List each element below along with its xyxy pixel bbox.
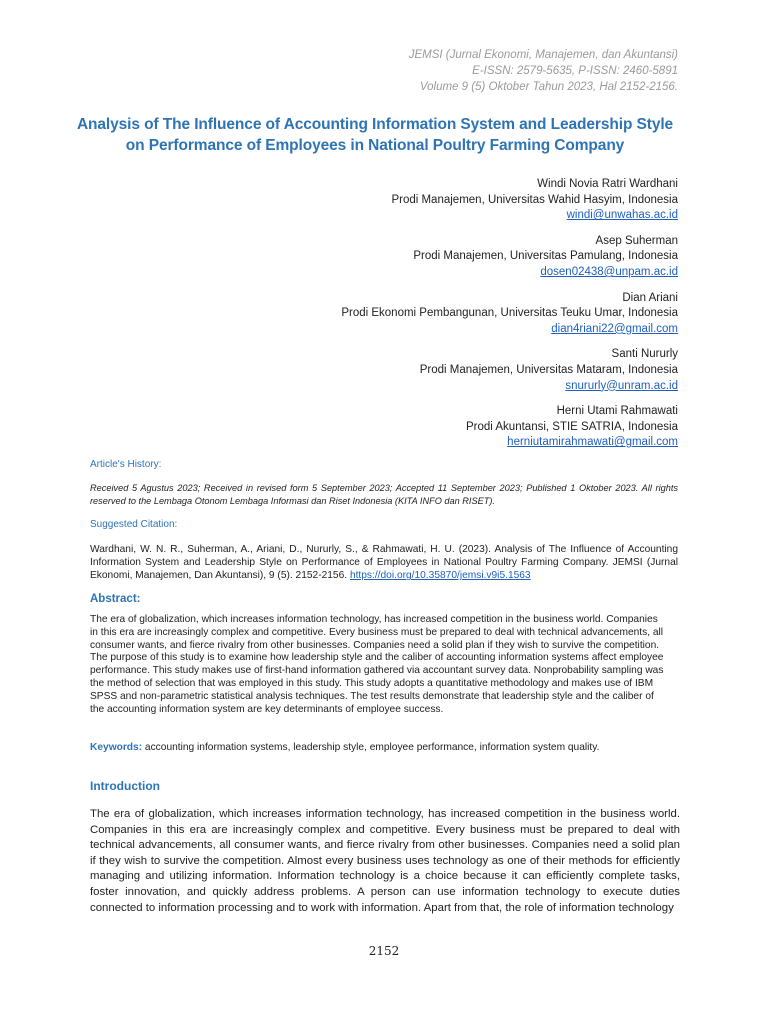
history-label: Article's History:	[90, 459, 162, 470]
citation-text	[90, 543, 678, 583]
journal-issn: E-ISSN: 2579-5635, P-ISSN: 2460-5891	[472, 65, 678, 77]
journal-header	[409, 47, 678, 95]
author-email-link[interactable]: snururly@unram.ac.id	[565, 379, 678, 392]
doi-link[interactable]: https://doi.org/10.35870/jemsi.v9i5.1563	[349, 570, 531, 582]
abstract-line: the accounting information system are key determinants of employee success.	[90, 703, 444, 715]
author-affiliation: Prodi Manajemen, Universitas Wahid Hasyim, Indonesia	[391, 193, 678, 206]
author-block	[178, 404, 678, 451]
abstract-line: the method of selection that was employed in this study. This study adopts a quantitative methodology and makes use of IBM	[90, 677, 654, 689]
author-email-link[interactable]: herniutamirahmawati@gmail.com	[507, 436, 678, 449]
keywords-label: Keywords:	[90, 742, 143, 753]
title-line-2: on Performance of Employees in National Poultry Farming Company	[125, 137, 625, 154]
author-affiliation: Prodi Ekonomi Pembangunan, Universitas Teuku Umar, Indonesia	[341, 307, 678, 320]
journal-name: JEMSI (Jurnal Ekonomi, Manajemen, dan Akuntansi)	[408, 49, 678, 61]
keywords	[90, 741, 680, 754]
abstract-line: consumer wants, and fierce rivalry from other businesses. Companies need a solid plan if they wish to survive the competition.	[90, 639, 660, 651]
author-name: Herni Utami Rahmawati	[556, 405, 678, 418]
title-line-1: Analysis of The Influence of Accounting Information System and Leadership Style	[76, 116, 674, 133]
journal-volume: Volume 9 (5) Oktober Tahun 2023, Hal 2152-2156.	[419, 81, 678, 93]
abstract-line: in this era are increasingly complex and competitive. Every business must be prepared to deal with technical advancements, all	[90, 626, 664, 638]
abstract-line: SPSS and non-parametric statistical analysis techniques. The test results demonstrate that leadership style and the caliber of	[90, 690, 654, 702]
author-name: Santi Nururly	[611, 348, 678, 361]
keywords-text: accounting information systems, leadership style, employee performance, information system quality.	[142, 742, 600, 753]
author-affiliation: Prodi Akuntansi, STIE SATRIA, Indonesia	[465, 420, 678, 433]
abstract-line: The purpose of this study is to examine how leadership style and the caliber of accounting information systems affect employee	[90, 652, 664, 664]
abstract-line: The era of globalization, which increases information technology, has increased competition in the business world. Companies	[90, 614, 658, 625]
abstract-heading: Abstract:	[90, 593, 141, 605]
author-list	[178, 177, 678, 461]
author-affiliation: Prodi Manajemen, Universitas Mataram, Indonesia	[419, 363, 678, 376]
citation-body: Wardhani, W. N. R., Suherman, A., Ariani, D., Nururly, S., & Rahmawati, H. U. (2023). Analysis of The Influence of Accounting Information System and Leadership Style on Performance of Employees in National Poultry Farming Company. JEMSI (Jurnal Ekonomi, Manajemen, Dan Akuntansi), 9 (5). 2152-2156.	[90, 544, 678, 582]
author-name: Dian Ariani	[622, 291, 678, 304]
abstract-body	[90, 614, 680, 716]
page-number: 2152	[368, 944, 400, 958]
author-name: Asep Suherman	[595, 234, 678, 247]
author-name: Windi Novia Ratri Wardhani	[537, 178, 678, 190]
introduction-body: The era of globalization, which increases information technology, has increased competition in the business world. Companies in this era are increasingly complex and competitive. Every business must be prepared to deal with technical advancements, all consumer wants, and fierce rivalry from other businesses. Companies need a solid plan if they wish to survive the competition. Almost every business uses technology as one of their methods for efficiently managing and utilizing information. Information technology is a choice because it can efficiently complete tasks, foster innovation, and quickly address problems. A person can use information technology to execute duties connected to information processing and to work with information. Apart from that, the role of information technology	[90, 808, 680, 914]
author-email-link[interactable]: dian4riani22@gmail.com	[551, 322, 678, 335]
introduction-heading: Introduction	[90, 779, 160, 793]
author-block	[178, 177, 678, 224]
history-text: Received 5 Agustus 2023; Received in revised form 5 September 2023; Accepted 11 September 2023; Published 1 Oktober 2023. All rights reserved to the Lembaga Otonom Lembaga Informasi dan Riset Indonesia (KITA INFO dan RISET).	[90, 483, 678, 506]
author-block	[178, 234, 678, 281]
citation-label: Suggested Citation:	[90, 519, 178, 530]
author-email-link[interactable]: dosen02438@unpam.ac.id	[540, 265, 678, 278]
author-block	[178, 291, 678, 338]
abstract-line: performance. This study makes use of first-hand information gathered via accountant survey data. Nonprobability sampling was	[90, 665, 664, 677]
author-block	[178, 347, 678, 394]
paper-title	[60, 114, 690, 156]
author-email-link[interactable]: windi@unwahas.ac.id	[566, 209, 678, 222]
author-affiliation: Prodi Manajemen, Universitas Pamulang, Indonesia	[413, 250, 678, 263]
